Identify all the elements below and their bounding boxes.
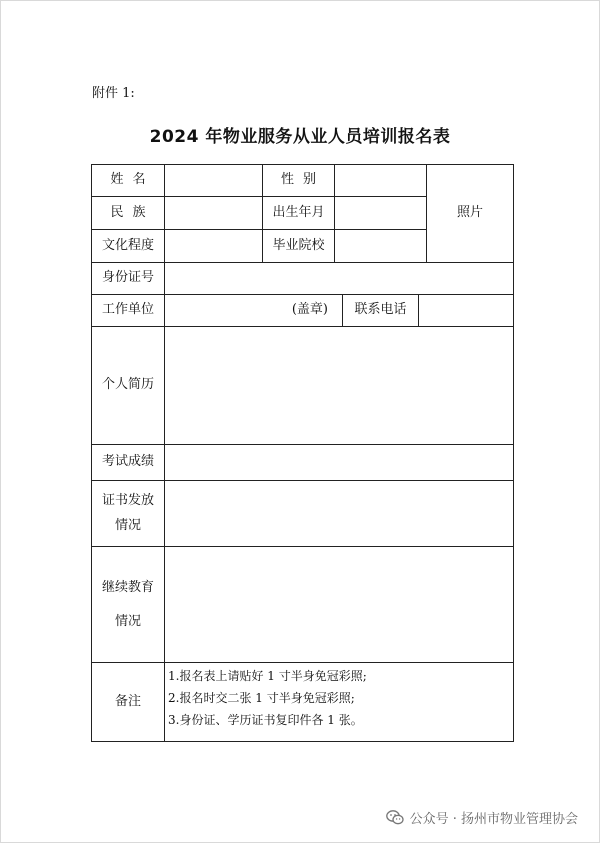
phone-field[interactable] <box>419 295 513 326</box>
school-field[interactable] <box>335 230 426 262</box>
education-label: 文化程度 <box>101 237 154 253</box>
registration-form-table <box>91 164 514 742</box>
name-field[interactable] <box>165 165 262 196</box>
document-title: 2024 年物业服务从业人员培训报名表 <box>149 127 451 147</box>
exam-score-label: 考试成绩 <box>101 454 154 470</box>
continuing-education-field[interactable] <box>165 547 513 662</box>
exam-score-field[interactable] <box>165 445 513 480</box>
continuing-education-label <box>92 547 164 662</box>
wechat-icon <box>386 810 404 825</box>
ethnicity-label: 民族 <box>110 204 155 220</box>
remark-item: 1.报名表上请贴好 1 寸半身免冠彩照; <box>168 669 367 683</box>
attachment-label: 附件 1: <box>92 86 135 101</box>
continuing-education-label-line2: 情况 <box>114 613 141 629</box>
remark-item: 2.报名时交二张 1 寸半身免冠彩照; <box>168 691 355 705</box>
name-label: 姓名 <box>110 172 155 188</box>
resume-label: 个人简历 <box>101 377 154 393</box>
school-label: 毕业院校 <box>272 237 325 253</box>
certificate-label-line1: 证书发放 <box>101 492 154 508</box>
watermark-text: 公众号 · 扬州市物业管理协会 <box>409 812 578 827</box>
ethnicity-field[interactable] <box>165 197 262 229</box>
gender-field[interactable] <box>335 165 426 196</box>
remarks-list <box>168 665 367 731</box>
gender-label: 性别 <box>280 172 325 188</box>
remarks-label: 备注 <box>114 693 141 709</box>
certificate-field[interactable] <box>165 481 513 546</box>
photo-box[interactable]: 照片 <box>456 205 483 221</box>
birth-date-label: 出生年月 <box>272 204 325 220</box>
seal-note: (盖章) <box>291 302 328 318</box>
education-field[interactable] <box>165 230 262 262</box>
watermark <box>386 808 578 827</box>
certificate-label-line2: 情况 <box>114 517 141 533</box>
remark-item: 3.身份证、学历证书复印件各 1 张。 <box>168 713 363 727</box>
work-unit-label: 工作单位 <box>101 302 154 318</box>
continuing-education-label-line1: 继续教育 <box>101 579 154 595</box>
phone-label: 联系电话 <box>354 302 407 318</box>
birth-date-field[interactable] <box>335 197 426 229</box>
id-number-field[interactable] <box>165 263 513 294</box>
certificate-label <box>92 481 164 546</box>
id-number-label: 身份证号 <box>101 270 154 286</box>
resume-field[interactable] <box>165 327 513 444</box>
